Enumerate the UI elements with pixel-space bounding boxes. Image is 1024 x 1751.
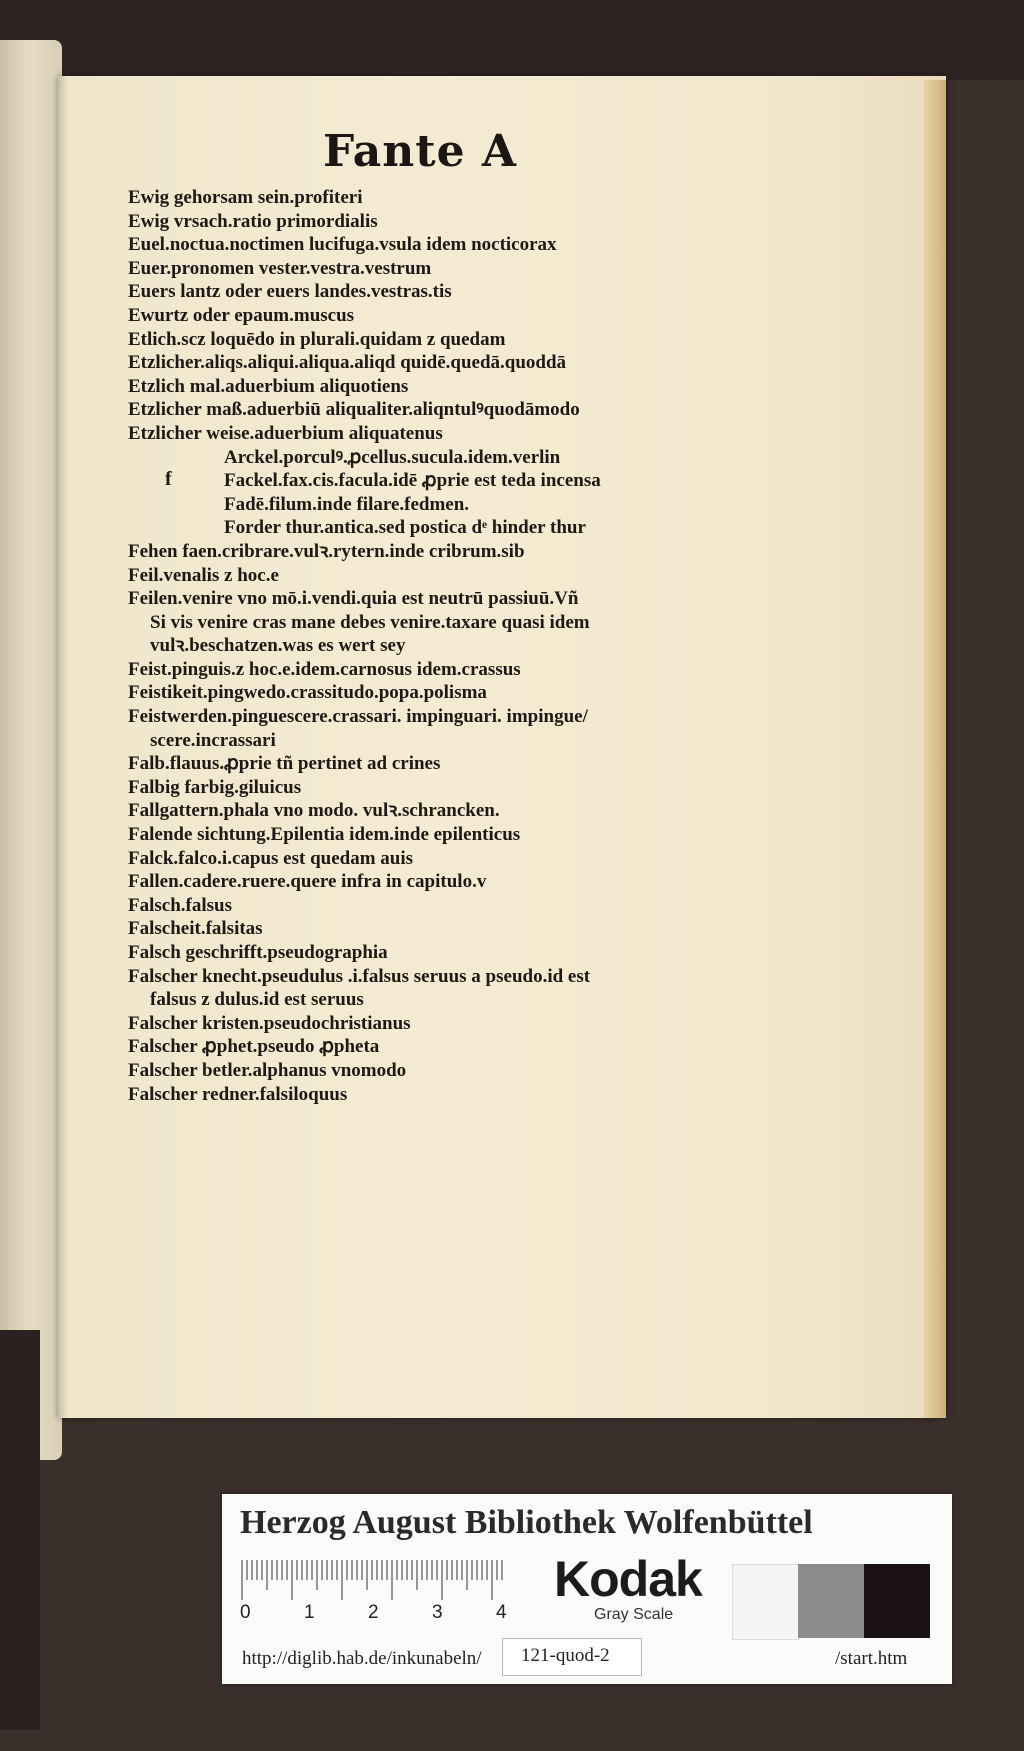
text-line: Feist.pinguis.z hoc.e.idem.carnosus idem.crassus bbox=[128, 658, 521, 680]
ruler-number: 2 bbox=[368, 1602, 379, 1623]
url-prefix: http://diglib.hab.de/inkunabeln/ bbox=[242, 1648, 482, 1669]
text-line: Euer.pronomen vester.vestra.vestrum bbox=[128, 257, 432, 279]
text-line: Fallen.cadere.ruere.quere infra in capitulo.v bbox=[128, 871, 487, 893]
text-line: Etzlich mal.aduerbium aliquotiens bbox=[128, 375, 409, 397]
color-target-card bbox=[222, 1494, 952, 1684]
text-line: Ewig vrsach.ratio primordialis bbox=[128, 210, 378, 232]
library-name: Herzog August Bibliothek Wolfenbüttel bbox=[240, 1504, 813, 1541]
text-line: Falb.flauus.ꝓprie tñ pertinet ad crines bbox=[128, 753, 441, 775]
text-line: Feistikeit.pingwedo.crassitudo.popa.polisma bbox=[128, 682, 487, 704]
text-line: Falck.falco.i.capus est quedam auis bbox=[128, 847, 414, 869]
previous-page-edge bbox=[0, 40, 62, 1460]
text-line: Forder thur.antica.sed postica dᵉ hinder thur bbox=[224, 517, 586, 539]
item-id: 121-quod-2 bbox=[521, 1645, 610, 1666]
ruler-numbers bbox=[240, 1602, 510, 1624]
text-line: Etzlicher.aliqs.aliqui.aliqua.aliqd quidē.quedā.quoddā bbox=[128, 352, 567, 374]
text-line: Fadē.filum.inde filare.fedmen. bbox=[224, 493, 470, 515]
background-top bbox=[0, 0, 1024, 80]
text-line: Si vis venire cras mane debes venire.taxare quasi idem bbox=[150, 611, 590, 633]
text-line: Falscher ꝓphet.pseudo ꝓpheta bbox=[128, 1036, 380, 1058]
text-line: Fehen faen.cribrare.vulꝛ.rytern.inde cribrum.sib bbox=[128, 540, 525, 562]
ruler-ticks bbox=[242, 1560, 502, 1600]
page-gutter-shadow bbox=[58, 76, 68, 1418]
background-strip bbox=[0, 1330, 40, 1730]
ruler-number: 4 bbox=[496, 1602, 507, 1623]
white-swatch bbox=[732, 1564, 800, 1640]
text-line: Fackel.fax.cis.facula.idē ꝓprie est teda incensa bbox=[224, 470, 601, 492]
text-line: Etzlicher weise.aduerbium aliquatenus bbox=[128, 422, 443, 444]
ruler-number: 3 bbox=[432, 1602, 443, 1623]
text-line: Falscher kristen.pseudochristianus bbox=[128, 1012, 411, 1034]
text-line: Falsch geschrifft.pseudographia bbox=[128, 942, 388, 963]
ruler-scale bbox=[240, 1560, 508, 1606]
text-line: Falscher redner.falsiloquus bbox=[128, 1083, 348, 1105]
text-line: Euel.noctua.noctimen lucifuga.vsula idem nocticorax bbox=[128, 234, 557, 256]
gray-swatch bbox=[798, 1564, 864, 1638]
text-line: Falscheit.falsitas bbox=[128, 918, 263, 940]
text-line: Falsch.falsus bbox=[128, 894, 232, 916]
text-line: Euers lantz oder euers landes.vestras.tis bbox=[128, 281, 452, 303]
gray-scale-label: Gray Scale bbox=[594, 1606, 674, 1623]
page-stack-edge bbox=[924, 80, 946, 1418]
text-line: Feistwerden.pinguescere.crassari. impinguari. impingue/ bbox=[128, 706, 588, 728]
text-line: Etzlicher maß.aduerbiū aliqualiter.aliqntulꝰquodāmodo bbox=[128, 399, 580, 421]
text-line: vulꝛ.beschatzen.was es wert sey bbox=[150, 635, 406, 657]
text-line: Ewig gehorsam sein.profiteri bbox=[128, 187, 363, 208]
text-line: Falscher knecht.pseudulus .i.falsus seruus a pseudo.id est bbox=[128, 965, 591, 987]
text-line: scere.incrassari bbox=[150, 729, 276, 751]
text-line: Falende sichtung.Epilentia idem.inde epilenticus bbox=[128, 824, 521, 846]
marginal-note: f bbox=[165, 468, 172, 490]
ruler-number: 0 bbox=[240, 1602, 251, 1623]
ruler-number: 1 bbox=[304, 1602, 315, 1623]
text-line: Feil.venalis z hoc.e bbox=[128, 564, 279, 586]
text-line: Falscher betler.alphanus vnomodo bbox=[128, 1059, 407, 1081]
text-line: Feilen.venire vno mō.i.vendi.quia est neutrū passiuū.Vñ bbox=[128, 588, 579, 610]
item-id-box bbox=[502, 1638, 642, 1676]
text-line: Fallgattern.phala vno modo. vulꝛ.schrancken. bbox=[128, 800, 500, 822]
url-suffix: /start.htm bbox=[835, 1648, 908, 1669]
text-line: Falbig farbig.giluicus bbox=[128, 776, 302, 798]
kodak-logo: Kodak bbox=[554, 1551, 702, 1607]
text-line: Etlich.scz loquēdo in plurali.quidam z quedam bbox=[128, 328, 506, 350]
text-line: Arckel.porculꝰ.ꝓcellus.sucula.idem.verlin bbox=[224, 446, 561, 468]
dictionary-text bbox=[128, 186, 708, 1106]
text-line: Ewurtz oder epaum.muscus bbox=[128, 304, 355, 326]
text-line: falsus z dulus.id est seruus bbox=[150, 989, 364, 1011]
black-swatch bbox=[864, 1564, 930, 1638]
page-heading: Fante A bbox=[322, 126, 518, 177]
